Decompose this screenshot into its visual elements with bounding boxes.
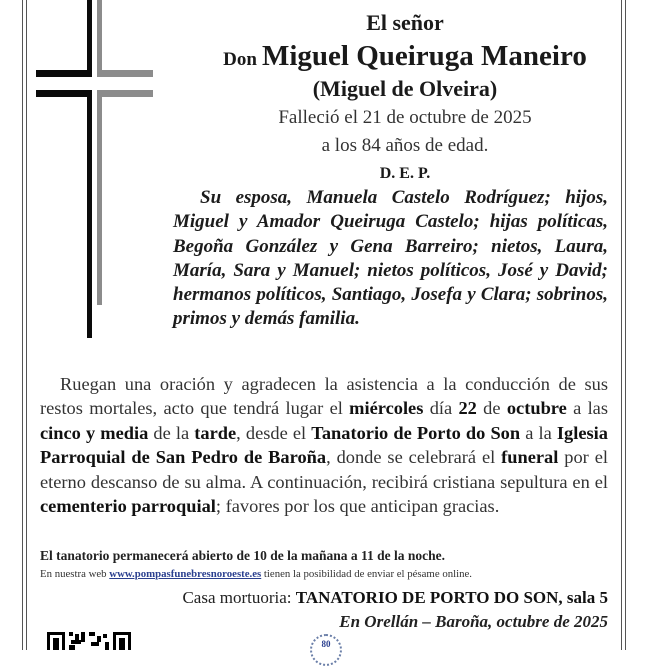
cross-dark-arm-upper (36, 70, 92, 77)
web-note (40, 568, 472, 580)
origin-place: Tanatorio de Porto do Son (311, 422, 521, 443)
church-name: Iglesia Parroquial de San Pedro de Baroña (40, 422, 608, 468)
cross-dark-vertical-top (87, 0, 92, 77)
service-time: cinco y media (40, 422, 149, 443)
text: Ruegan una oración y agradecen la asistencia a la conducción de sus restos mortales, acto que tendrá lugar el (40, 374, 608, 419)
title-prefix: Don (223, 49, 257, 70)
website-link[interactable]: www.pompasfunebresnoroeste.es (109, 568, 262, 580)
service-announcement (40, 372, 608, 518)
mortuary-value: TANATORIO DE PORTO DO SON, sala 5 (295, 588, 608, 607)
cemetery-name: cementerio parroquial (40, 496, 216, 517)
cross-light-vertical-top (97, 0, 102, 77)
opening-hours: El tanatorio permanecerá abierto de 10 de la mañana a 11 de la noche. (40, 548, 445, 563)
cross-light-arm-lower (97, 90, 153, 97)
mortuary-label: Casa mortuoria: (182, 588, 296, 607)
text: día (423, 398, 459, 419)
family-list: Su esposa, Manuela Castelo Rodríguez; hijos, Miguel y Amador Queiruga Castelo; hijas políticas, Begoña González y Gena Barreiro; nietos, Laura, María, Sara y Manuel; nietos políticos, José y David; hermanos políticos, Santiago, Josefa y Clara; sobrinos, primos y demás familia. (173, 187, 608, 330)
text: ; favores por los que anticipan gracias. (215, 496, 500, 517)
cross-light-arm-upper (97, 70, 153, 77)
age: a los 84 años de edad. (321, 135, 489, 156)
mortuary-location (182, 588, 608, 608)
text: a la (520, 422, 557, 443)
death-date: Falleció el 21 de octubre de 2025 (278, 107, 532, 128)
cross-light-vertical-bottom (97, 90, 102, 305)
text: , donde se celebrará el (326, 447, 502, 468)
anniversary-emblem-icon: 80 (310, 634, 342, 666)
frame-border-left-outer (22, 0, 23, 650)
service-day: miércoles (349, 398, 424, 419)
deceased-name (160, 40, 650, 73)
cross-dark-arm-lower (36, 90, 92, 97)
qr-code-icon[interactable] (47, 632, 135, 650)
alias: (Miguel de Olveira) (312, 76, 498, 101)
funeral-label: funeral (501, 447, 559, 468)
place-date: En Orellán – Baroña, octubre de 2025 (339, 612, 608, 631)
text: por el eterno descanso de su alma. A continuación, recibirá cristiana sepultura en el (40, 447, 608, 492)
service-date: 22 (458, 398, 477, 419)
frame-border-left-inner (26, 0, 27, 650)
service-month: octubre (506, 398, 567, 419)
intro-text: El señor (366, 10, 444, 35)
text: a las (566, 398, 608, 419)
cross-dark-vertical-bottom (87, 90, 92, 338)
text: tienen la posibilidad de enviar el pésame online. (261, 568, 473, 580)
text: , desde el (236, 422, 312, 443)
text: En nuestra web (40, 568, 110, 580)
rip-abbrev: D. E. P. (379, 165, 431, 182)
text: de la (148, 422, 195, 443)
service-period: tarde (194, 422, 237, 443)
full-name: Miguel Queiruga Maneiro (261, 40, 587, 72)
text: de (476, 398, 507, 419)
